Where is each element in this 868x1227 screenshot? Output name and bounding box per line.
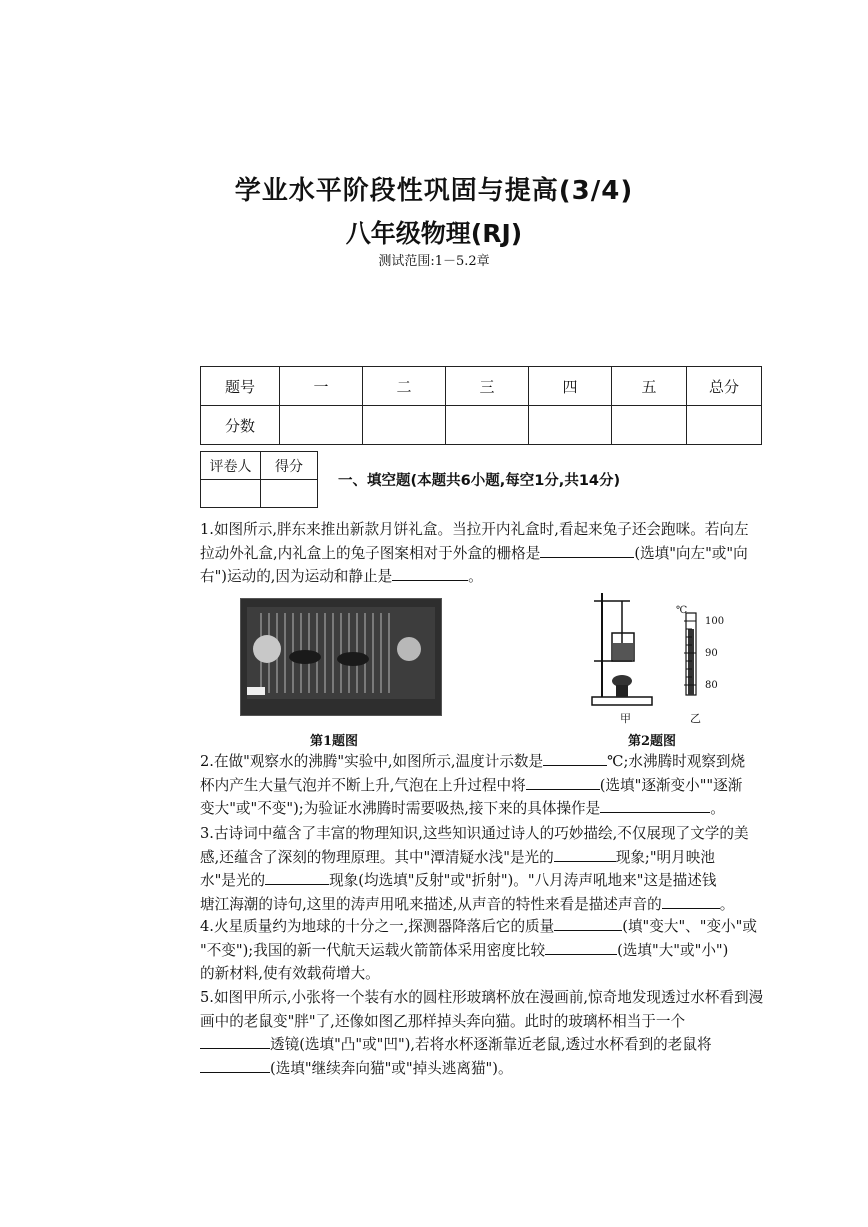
figure-2-caption: 第2题图 <box>628 734 677 749</box>
question-text: (选填"向左"或"向 <box>634 544 748 562</box>
question-text: 的新材料,使有效载荷增大。 <box>200 965 380 982</box>
grader-input-cell[interactable] <box>261 480 318 508</box>
section-title: 一、填空题(本题共6小题,每空1分,共14分) <box>338 473 621 489</box>
question-text: 古诗词中蕴含了丰富的物理知识,这些知识通过诗人的巧妙描绘,不仅展现了文学的美 <box>213 825 749 842</box>
answer-blank[interactable] <box>554 915 622 931</box>
question-text: 如图甲所示,小张将一个装有水的圆柱形玻璃杯放在漫画前,惊奇地发现透过水杯看到漫 <box>213 989 764 1006</box>
score-input-cell[interactable] <box>446 406 529 445</box>
score-cell: 分数 <box>201 406 280 445</box>
answer-blank[interactable] <box>265 869 329 885</box>
answer-blank[interactable] <box>540 542 634 558</box>
answer-blank[interactable] <box>200 1033 270 1049</box>
answer-blank[interactable] <box>200 1057 270 1073</box>
question-text: 。 <box>719 895 735 913</box>
thermometer-tick: 100 <box>705 616 725 627</box>
answer-blank[interactable] <box>600 797 710 813</box>
score-cell: 四 <box>529 367 612 406</box>
question-number: 1. <box>200 521 214 538</box>
figure-1-photo <box>240 598 442 716</box>
score-table-value-row <box>201 406 762 445</box>
question-4 <box>200 915 770 986</box>
thermometer-tick: 80 <box>705 680 718 691</box>
moon-icon <box>253 635 281 663</box>
score-input-cell[interactable] <box>363 406 446 445</box>
question-text: 如图所示,胖东来推出新款月饼礼盒。当拉开内礼盒时,看起来兔子还会跑咪。若向左 <box>213 521 749 538</box>
score-cell: 五 <box>612 367 687 406</box>
figure-2-right-label: 乙 <box>690 712 701 725</box>
thermometer-tick: 90 <box>705 648 718 659</box>
score-cell: 题号 <box>201 367 280 406</box>
question-text: 。 <box>468 568 483 585</box>
answer-blank[interactable] <box>554 846 616 862</box>
answer-blank[interactable] <box>543 750 607 766</box>
test-range: 测试范围:1－5.2章 <box>378 254 490 269</box>
question-number: 3. <box>200 825 214 842</box>
question-5 <box>200 986 770 1080</box>
question-text: 现象;"明月映池 <box>615 848 715 866</box>
score-cell: 二 <box>363 367 446 406</box>
question-text: 水"是光的 <box>200 872 266 889</box>
question-text: 现象(均选填"反射"或"折射")。"八月涛声吼地来"这是描述钱 <box>329 872 717 889</box>
question-number: 4. <box>200 918 214 935</box>
question-text: 火星质量约为地球的十分之一,探测器降落后它的质量 <box>213 918 555 935</box>
figure-2-left-label: 甲 <box>620 712 631 725</box>
answer-blank[interactable] <box>662 893 720 909</box>
score-input-cell[interactable] <box>529 406 612 445</box>
page-title: 学业水平阶段性巩固与提高(3/4) <box>234 176 634 206</box>
question-text: (选填"逐渐变小""逐渐 <box>599 776 743 794</box>
gift-box-image <box>241 599 441 715</box>
answer-blank[interactable] <box>392 565 468 581</box>
question-3 <box>200 822 770 916</box>
figure-1-caption: 第1题图 <box>310 734 359 749</box>
score-input-cell[interactable] <box>280 406 363 445</box>
question-1 <box>200 518 770 589</box>
question-text: (选填"继续奔向猫"或"掉头逃离猫")。 <box>270 1059 513 1077</box>
score-cell: 三 <box>446 367 529 406</box>
question-text: (选填"大"或"小") <box>617 941 729 959</box>
answer-blank[interactable] <box>526 774 600 790</box>
score-cell: 总分 <box>687 367 762 406</box>
thermometer-unit: ℃ <box>676 605 688 616</box>
question-text: 画中的老鼠变"胖"了,还像如图乙那样掉头奔向猫。此时的玻璃杯相当于一个 <box>200 1012 686 1030</box>
question-text: 透镜(选填"凸"或"凹"),若将水杯逐渐靠近老鼠,透过水杯看到的老鼠将 <box>270 1036 712 1053</box>
question-2 <box>200 750 770 821</box>
question-number: 2. <box>200 753 214 770</box>
question-text: "不变");我国的新一代航天运载火箭箭体采用密度比较 <box>200 941 546 959</box>
moon-icon <box>397 637 421 661</box>
grader-score-label: 得分 <box>261 452 318 480</box>
score-table-header-row <box>201 367 762 406</box>
question-text: 杯内产生大量气泡并不断上升,气泡在上升过程中将 <box>200 776 526 794</box>
question-text: ℃;水沸腾时观察到烧 <box>607 753 746 770</box>
score-table <box>200 366 762 445</box>
question-text: 。 <box>710 800 725 817</box>
question-text: 右")运动的,因为运动和静止是 <box>200 568 393 585</box>
question-text: 在做"观察水的沸腾"实验中,如图所示,温度计示数是 <box>213 753 544 770</box>
question-text: 变大"或"不变");为验证水沸腾时需要吸热,接下来的具体操作是 <box>200 800 601 817</box>
page-subtitle: 八年级物理(RJ) <box>345 219 523 248</box>
question-number: 5. <box>200 989 214 1006</box>
question-text: (填"变大"、"变小"或 <box>622 918 757 935</box>
grader-table <box>200 451 318 508</box>
question-text: 塘江海潮的诗句,这里的涛声用吼来描述,从声音的特性来看是描述声音的 <box>200 895 662 913</box>
score-input-cell[interactable] <box>612 406 687 445</box>
grader-label: 评卷人 <box>201 452 261 480</box>
score-input-cell[interactable] <box>687 406 762 445</box>
score-cell: 一 <box>280 367 363 406</box>
answer-blank[interactable] <box>545 939 617 955</box>
grader-input-cell[interactable] <box>201 480 261 508</box>
question-text: 拉动外礼盒,内礼盒上的兔子图案相对于外盒的栅格是 <box>200 544 541 562</box>
question-text: 感,还蕴含了深刻的物理原理。其中"潭清疑水浅"是光的 <box>200 848 554 866</box>
